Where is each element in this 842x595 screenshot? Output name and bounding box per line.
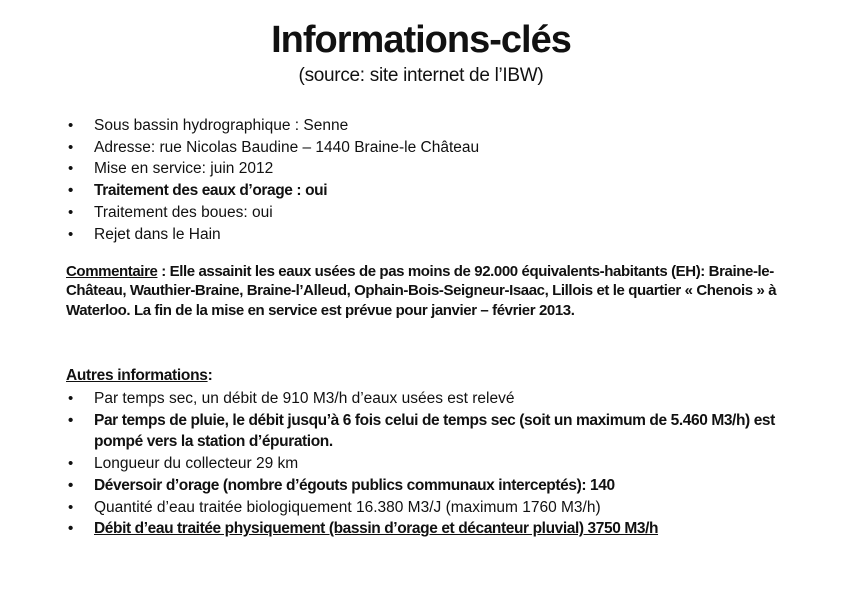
list-item-text: Déversoir d’orage (nombre d’égouts publics communaux interceptés): 140	[94, 476, 615, 494]
list-item-text: Mise en service: juin 2012	[94, 160, 274, 178]
commentary-label: Commentaire	[66, 263, 158, 280]
list-item	[66, 224, 782, 246]
list-item	[66, 497, 782, 519]
list-item	[66, 180, 782, 202]
commentary-separator: :	[157, 263, 170, 280]
page-subtitle: (source: site internet de l’IBW)	[298, 65, 544, 86]
list-item	[66, 518, 782, 540]
list-item-text: Rejet dans le Hain	[94, 225, 221, 243]
facts-list	[66, 115, 782, 245]
list-item	[66, 475, 782, 497]
list-item-text: Par temps sec, un débit de 910 M3/h d’eaux usées est relevé	[94, 390, 515, 407]
other-info-heading	[66, 366, 212, 386]
list-item-text: Débit d’eau traitée physiquement (bassin d’orage et décanteur pluvial) 3750 M3/h	[94, 520, 659, 538]
other-info-heading-colon: :	[207, 367, 213, 384]
list-item-text: Traitement des boues: oui	[94, 203, 273, 221]
other-info-list	[66, 388, 782, 540]
list-item	[66, 115, 782, 137]
list-item	[66, 453, 782, 475]
list-item-text: Par temps de pluie, le débit jusqu’à 6 fois celui de temps sec (soit un maximum de 5.460 M3/h) est pompé vers la station d’épuration.	[94, 411, 775, 451]
commentary-text: Elle assainit les eaux usées de pas moins de 92.000 équivalents-habitants (EH): Braine-le-Château, Wauthier-Braine, Braine-l’Alleud, Ophain-Bois-Seigneur-Isaac, Lillois et le quartier « Chenois » à Waterloo. La fin de la mise en service est prévue pour janvier – février 2013.	[66, 263, 777, 319]
list-item	[66, 410, 782, 453]
page-title: Informations-clés	[271, 19, 571, 61]
list-item-text: Traitement des eaux d’orage : oui	[94, 182, 328, 200]
other-info-heading-label: Autres informations	[66, 367, 208, 384]
commentary-paragraph	[66, 262, 778, 320]
list-item-text: Quantité d’eau traitée biologiquement 16.380 M3/J (maximum 1760 M3/h)	[94, 498, 601, 516]
list-item-text: Adresse: rue Nicolas Baudine – 1440 Braine-le Château	[94, 138, 480, 156]
list-item	[66, 388, 782, 410]
list-item-text: Sous bassin hydrographique : Senne	[94, 117, 349, 134]
list-item	[66, 158, 782, 180]
list-item	[66, 202, 782, 224]
list-item-text: Longueur du collecteur 29 km	[94, 455, 299, 473]
list-item	[66, 137, 782, 159]
